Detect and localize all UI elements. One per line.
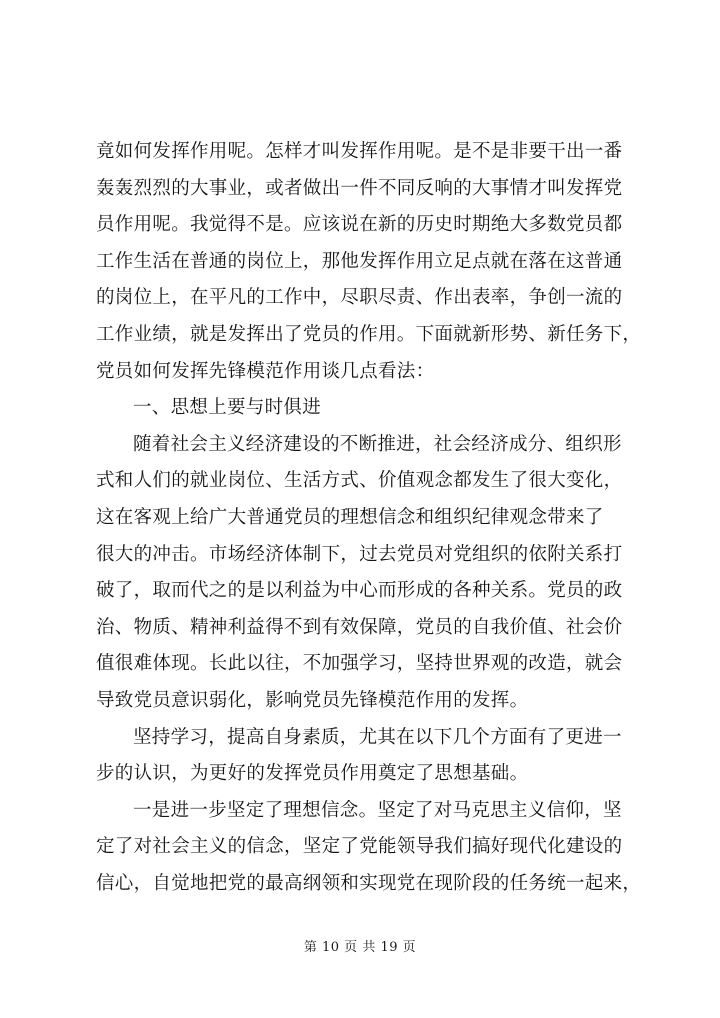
text-line: 一是进一步坚定了理想信念。坚定了对马克思主义信仰，坚 — [133, 799, 622, 821]
text-line: 随着社会主义经济建设的不断推进，社会经济成分、组织形 — [133, 433, 622, 455]
text-line: 破了，取而代之的是以利益为中心而形成的各种关系。党员的政 — [96, 580, 623, 602]
text-line: 值很难体现。长此以往，不加强学习，坚持世界观的改造，就会 — [96, 653, 623, 675]
text-line: 坚持学习，提高自身素质，尤其在以下几个方面有了更进一 — [133, 726, 622, 748]
text-line: 工作生活在普通的岗位上，那他发挥作用立足点就在落在这普通 — [96, 250, 623, 272]
text-line: 式和人们的就业岗位、生活方式、价值观念都发生了很大变化， — [96, 470, 623, 492]
text-line: 很大的冲击。市场经济体制下，过去党员对党组织的依附关系打 — [96, 543, 623, 565]
text-line: 轰轰烈烈的大事业，或者做出一件不同反响的大事情才叫发挥党 — [96, 177, 623, 199]
body-text — [96, 134, 656, 902]
text-line: 竟如何发挥作用呢。怎样才叫发挥作用呢。是不是非要干出一番 — [96, 141, 623, 162]
text-line: 员作用呢。我觉得不是。应该说在新的历史时期绝大多数党员都 — [96, 214, 623, 236]
text-line: 定了对社会主义的信念，坚定了党能领导我们搞好现代化建设的 — [96, 836, 623, 858]
text-line: 治、物质、精神利益得不到有效保障，党员的自我价值、社会价 — [96, 616, 623, 638]
text-line: 步的认识，为更好的发挥党员作用奠定了思想基础。 — [96, 763, 529, 785]
text-line: 党员如何发挥先锋模范作用谈几点看法： — [96, 360, 435, 382]
text-line: 的岗位上，在平凡的工作中，尽职尽责、作出表率，争创一流的 — [96, 287, 623, 309]
page-number-footer: 第 10 页 共 19 页 — [303, 940, 417, 955]
text-line: 信心，自觉地把党的最高纲领和实现党在现阶段的任务统一起来， — [96, 872, 642, 894]
text-line: 这在客观上给广大普通党员的理想信念和组织纪律观念带来了 — [96, 506, 604, 528]
text-line: 工作业绩，就是发挥出了党员的作用。下面就新形势、新任务下， — [96, 323, 642, 345]
section-heading: 一、思想上要与时俱进 — [133, 397, 322, 419]
text-line: 导致党员意识弱化，影响党员先锋模范作用的发挥。 — [96, 689, 529, 711]
